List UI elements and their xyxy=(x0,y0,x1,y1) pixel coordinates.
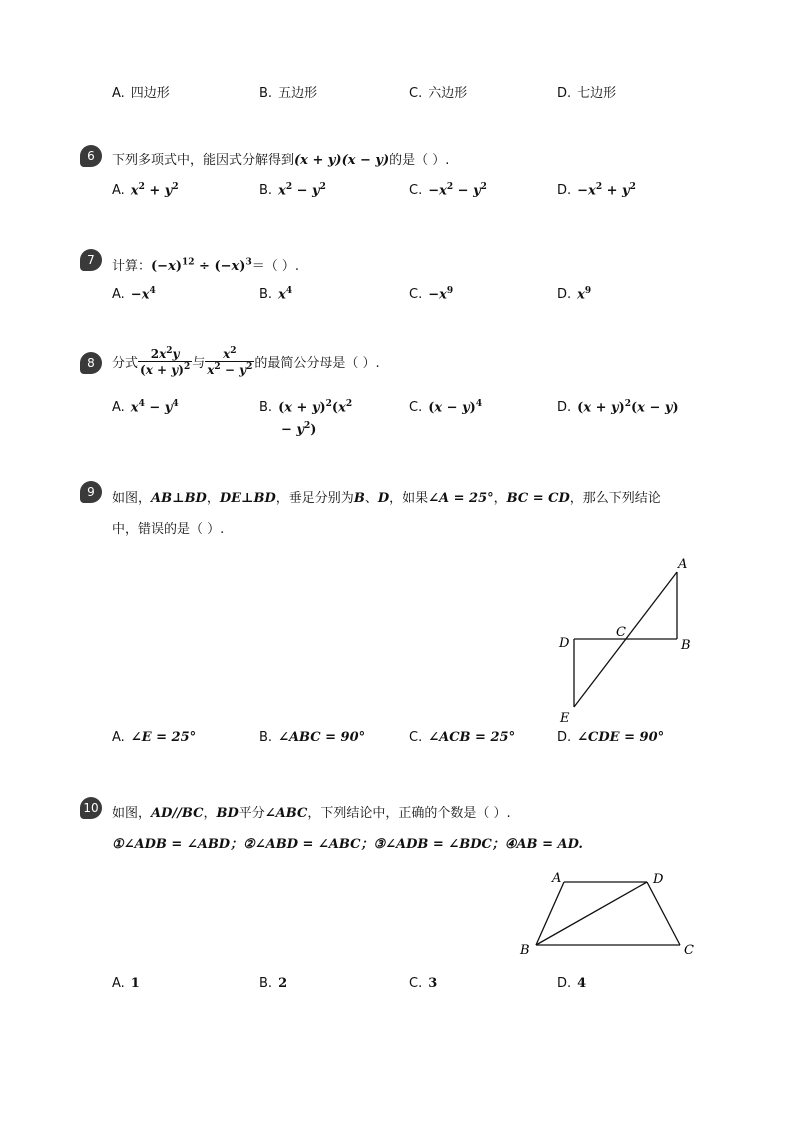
option-letter: C. xyxy=(409,730,423,745)
stem-text: ， xyxy=(206,491,220,506)
option-letter: B. xyxy=(259,730,273,745)
q6-option-a: A. $x^2 + y^2$ xyxy=(112,182,179,199)
fraction-2: $\frac{x^2}{x^2 - y^2}$ xyxy=(207,346,253,377)
option-letter: C. xyxy=(409,400,423,416)
option-letter: B. xyxy=(259,400,273,416)
stem-math: BC = CD xyxy=(506,491,570,506)
q6-option-c: C. $-x^2 - y^2$ xyxy=(409,182,487,199)
stem-math: BD xyxy=(216,806,239,821)
q8-option-a: A. $x^4 - y^4$ xyxy=(112,399,179,416)
question-number-badge: 8 xyxy=(80,352,102,374)
option-text: ∠E = 25° xyxy=(130,730,197,745)
option-letter: D. xyxy=(557,976,572,991)
q8-option-d: D. $(x + y)^2(x - y)$ xyxy=(557,399,679,416)
q5-option-d xyxy=(557,82,616,101)
point-label-e: E xyxy=(560,711,570,726)
q9-stem-line1 xyxy=(112,487,661,506)
question-number-badge: 10 xyxy=(80,797,102,819)
q5-option-a xyxy=(112,82,170,101)
option-letter: B. xyxy=(259,976,273,991)
q9-option-a xyxy=(112,730,196,745)
stem-text: ，那么下列结论 xyxy=(569,491,661,506)
option-letter: D. xyxy=(557,183,572,199)
q9-stem-line2: 中，错误的是（ ）. xyxy=(112,522,225,537)
point-label-c: C xyxy=(684,943,694,958)
fraction-1: $\frac{2x^2y}{(x + y)^2}$ xyxy=(140,346,191,377)
q9-option-c xyxy=(409,730,515,745)
option-letter: A. xyxy=(112,183,125,199)
point-label-a: A xyxy=(552,871,562,886)
option-text: 六边形 xyxy=(428,86,468,101)
option-letter: C. xyxy=(409,976,423,991)
option-text: 3 xyxy=(428,976,438,991)
q7-option-d: D. $x^9$ xyxy=(557,286,592,303)
point-label-d: D xyxy=(653,872,664,887)
option-letter: A. xyxy=(112,730,125,745)
option-letter: B. xyxy=(259,86,273,101)
q5-option-c xyxy=(409,82,467,101)
stem-text: 平分 xyxy=(238,806,265,821)
stem-math: ∠A = 25° xyxy=(428,491,494,506)
option-letter: D. xyxy=(557,400,572,416)
option-letter: B. xyxy=(259,287,273,303)
q7-option-c: C. $-x^9$ xyxy=(409,286,454,303)
stem-text: ，如果 xyxy=(389,491,429,506)
option-text: ∠CDE = 90° xyxy=(577,730,665,745)
q10-stem-line2: ①∠ADB = ∠ABD；②∠ABD = ∠ABC；③∠ADB = ∠BDC；④AB = AD. xyxy=(112,837,583,852)
option-letter: D. xyxy=(557,730,572,745)
point-label-c: C xyxy=(616,625,626,640)
q7-stem: 计算：$(-x)^{12} \div (-x)^3=$（ ）. xyxy=(112,257,299,274)
option-text: 1 xyxy=(130,976,140,991)
option-text: 五边形 xyxy=(278,86,318,101)
option-text: 2 xyxy=(278,976,288,991)
stem-math: ∠ABC xyxy=(264,806,308,821)
option-letter: A. xyxy=(112,400,125,416)
option-letter: B. xyxy=(259,183,273,199)
stem-math: AD//BC xyxy=(151,806,204,821)
option-letter: A. xyxy=(112,287,125,303)
question-number-badge: 7 xyxy=(80,249,102,271)
segment-bd xyxy=(536,882,647,945)
point-label-a: A xyxy=(678,557,688,572)
stem-text: 的是（ ）. xyxy=(389,153,450,168)
q6-stem xyxy=(112,149,449,168)
stem-text: 分式 xyxy=(112,356,139,371)
stem-text: ， xyxy=(493,491,507,506)
option-letter: D. xyxy=(557,86,572,101)
q6-option-d: D. $-x^2 + y^2$ xyxy=(557,182,636,199)
stem-text: ，垂足分别为 xyxy=(275,491,354,506)
option-text: ∠ACB = 25° xyxy=(428,730,516,745)
segment-ab xyxy=(536,882,564,945)
option-text: ∠ABC = 90° xyxy=(278,730,366,745)
option-text: 七边形 xyxy=(577,86,617,101)
stem-text: 与 xyxy=(192,356,206,371)
segment-dc xyxy=(647,882,680,945)
stem-text: 如图， xyxy=(112,491,152,506)
option-text: 四边形 xyxy=(130,86,170,101)
stem-text: 下列多项式中，能因式分解得到 xyxy=(112,153,295,168)
stem-math: B xyxy=(353,491,365,506)
q7-option-b: B. $x^4$ xyxy=(259,286,293,303)
q10-figure xyxy=(512,866,702,962)
point-label-b: B xyxy=(520,943,530,958)
option-letter: D. xyxy=(557,287,572,303)
q10-stem-line1 xyxy=(112,802,511,821)
point-label-b: B xyxy=(681,638,691,653)
option-letter: C. xyxy=(409,287,423,303)
stem-text: 计算： xyxy=(112,259,152,274)
q10-option-b xyxy=(259,976,287,991)
stem-text: ，下列结论中，正确的个数是（ ）. xyxy=(307,806,511,821)
q9-option-b xyxy=(259,730,365,745)
q8-option-c: C. $(x - y)^4$ xyxy=(409,399,483,416)
q10-option-c xyxy=(409,976,437,991)
q10-option-a xyxy=(112,976,140,991)
question-number-badge: 6 xyxy=(80,145,102,167)
q9-figure xyxy=(548,552,708,727)
stem-math: (x + y)(x − y) xyxy=(294,153,390,168)
option-letter: A. xyxy=(112,86,125,101)
q5-option-b xyxy=(259,82,317,101)
q8-option-b: B. $(x + y)^2(x^2$ xyxy=(259,399,353,416)
question-number-badge: 9 xyxy=(80,481,102,503)
point-label-d: D xyxy=(559,636,570,651)
stem-text: ＝（ ）. xyxy=(251,259,299,274)
q9-option-d xyxy=(557,730,664,745)
q8-stem xyxy=(112,346,380,377)
stem-math: AB⊥BD xyxy=(151,491,207,506)
option-letter: A. xyxy=(112,976,125,991)
option-text: 4 xyxy=(577,976,587,991)
q8-option-b-wrap: − $y^2$) xyxy=(281,421,317,438)
option-letter: C. xyxy=(409,86,423,101)
stem-math: DE⊥BD xyxy=(219,491,276,506)
q6-option-b: B. $x^2 - y^2$ xyxy=(259,182,326,199)
stem-text: ， xyxy=(203,806,217,821)
option-letter: C. xyxy=(409,183,423,199)
stem-text: 如图， xyxy=(112,806,152,821)
q7-option-a: A. $-x^4$ xyxy=(112,286,156,303)
q10-option-d xyxy=(557,976,586,991)
stem-text: 的最简公分母是（ ）. xyxy=(254,356,380,371)
stem-math: D xyxy=(377,491,390,506)
stem-text: 、 xyxy=(364,491,378,506)
